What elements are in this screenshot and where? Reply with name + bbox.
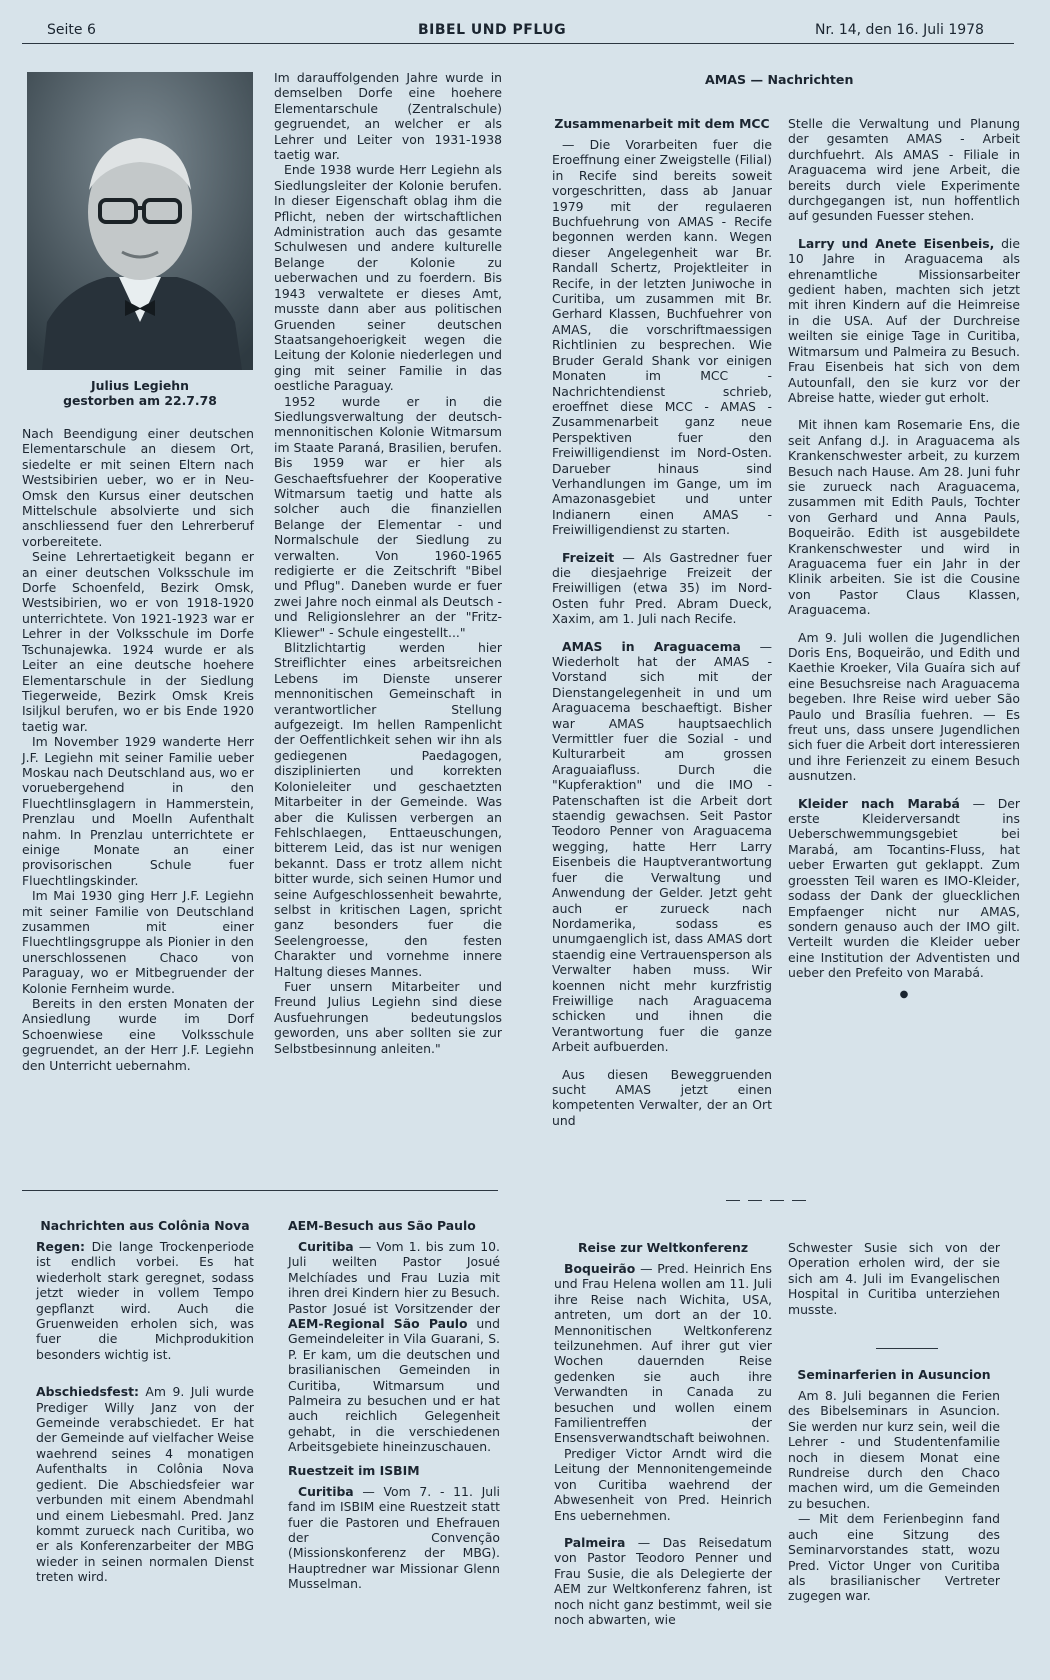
paragraph: Im November 1929 wanderte Herr J.F. Legiehn mit seiner Familie ueber Moskau nach Deutschland aus, wo er voruebergehend in den Fluechtlinsglagern in Hammerstein, Prenzlau und Moelln Aufenthalt nahm. In Prenzlau unterrichtete er einige Monate an einer provisorischen Schule fuer Fluechtlingskinder. [22,734,254,888]
article-lead: Palmeira [564,1534,626,1550]
article-lead: Regen: [36,1239,85,1254]
article-lead: Curitiba [298,1483,354,1499]
amas-section-title: AMAS — Nachrichten [705,72,854,87]
paragraph: Seine Lehrertaetigkeit begann er an einer deutschen Volksschule im Dorfe Schoenfeld, Bezirk Omsk, Westsibirien, wo er von 1918-1920 unterrichtete. Von 1921-1923 war er Lehrer in der Volksschule im Dorfe Tschunajewka. 1924 wurde er als Leiter an eine deutsche hoehere Elementarschule in der Siedlung Tiegerweide, Bezirk Omsk Kreis Isiljkul berufen, wo er bis Ende 1920 taetig war. [22,549,254,734]
article-lead: Boqueirão [564,1261,636,1276]
paragraph: die 10 Jahre in Araguacema als ehrenamtliche Missionsarbeiter gedient haben, machten sich jetzt mit ihren Kindern auf die Heimreise in die USA. Auf der Durchreise weilten sie einige Tage in Curitiba, Witmarsum und Palmeira zu Besuch. Frau Eisenbeis hat sich von dem Autounfall, den sie kurz vor der Abreise hatte, wieder gut erholt. [788,235,1020,405]
paragraph: und Gemeindeleiter in Vila Guarani, S. P. Er kam, um die deutschen und brasilianischen Gemeinden in Curitiba, Witmarsum und Palmeira zu besuchen und er hat auch reichlich Gelegenheit gehabt, in die verschiedenen Arbeitsgebiete hineinzuschauen. [288,1316,500,1455]
article-lead: Larry und Anete Eisenbeis, [798,235,995,251]
paragraph: — Das Reisedatum von Pastor Teodoro Penner und Frau Susie, die als Delegierte der AEM zur Weltkonferenz fahren, ist noch nicht ganz bestimmt, weil sie noch abwarten, wie [554,1534,772,1627]
end-mark-icon: ● [899,988,909,1000]
amas-column-1 [552,116,772,1128]
article-heading: Seminarferien in Ausuncion [797,1367,991,1383]
article-lead: Abschiedsfest: [36,1384,139,1400]
article-heading: Reise zur Weltkonferenz [577,1240,749,1255]
dash-separator [748,1200,762,1201]
colonia-nova-column [36,1218,254,1585]
paragraph: Fuer unsern Mitarbeiter und Freund Julius Legiehn sind diese Ausfuehrungen bedeutungslos geworden, uns aber sollten sie zur Selbstbesinnung anleiten." [274,978,502,1056]
paragraph: Im Mai 1930 ging Herr J.F. Legiehn mit seiner Familie von Deutschland zusammen mit einer Fluechtlingsgruppe als Pionier in den unerschlossenen Chaco von Paraguay, wo er Mitbegruender der Kolonie Fernheim wurde. [22,888,254,996]
photo-caption [27,378,253,408]
article-heading: AEM-Besuch aus São Paulo [288,1218,476,1233]
obituary-column-1 [22,426,254,1073]
paragraph: Am 9. Juli wollen die Jugendlichen Doris Ens, Boqueirão, und Edith und Kaethie Kroeker, Vila Guaíra sich auf eine Besuchsreise nach Araguacema begeben. Ihre Reise wird ueber São Paulo und Brasília fuehren. — Es freut uns, dass unsere Jugendlichen sich fuer die Arbeit dort interessieren und ihre Ferienzeit zu einem Besuch ausnutzen. [788,629,1020,784]
newspaper-title: BIBEL UND PFLUG [418,22,567,38]
paragraph: Die lange Trockenperiode ist endlich vorbei. Es hat wiederholt stark geregnet, sodass jetzt wieder in vollem Tempo gepflanzt wird. Auch die Gruenweiden erholen sich, was fuer die Michprodukition besonders wichtig ist. [36,1239,254,1362]
paragraph: Am 9. Juli wurde Prediger Willy Janz von der Gemeinde verabschiedet. Er hat der Gemeinde auf vielfacher Weise waehrend seines 4 monatigen Aufenthalts in Colônia Nova gedient. Die Abschiedsfeier war verbunden mit einem Abendmahl und einem Liebesmahl. Pred. Janz kommt zurueck nach Curitiba, wo er als Konferenzarbeiter der MBG wieder in seinen normalen Dienst treten wird. [36,1384,254,1585]
organization-name: AEM-Regional São Paulo [288,1316,468,1332]
article-lead: Curitiba [298,1239,354,1254]
section-divider [22,1190,498,1191]
article-lead: Freizeit [562,549,615,565]
paragraph: — Mit dem Ferienbeginn fand auch eine Sitzung des Seminarvorstandes statt, wozu Pred. Victor Unger von Curitiba als brasilianischer Vertreter zugegen war. [788,1511,1000,1604]
weltkonferenz-column [554,1240,772,1627]
paragraph: — Wiederholt hat der AMAS - Vorstand sich mit der Dienstangelegenheit in und um Araguacema beschaeftigt. Bisher war AMAS hauptsaechlich Vermittler fuer die Sozial - und Kulturarbeit am grossen Araguaiafluss. Durch die "Kupferaktion" und die IMO - Patenschaften ist die Arbeit dort staendig gewachsen. Seit Pastor Teodoro Penner von Araguacema wegging, hatte Herr Larry Eisenbeis die Hauptverantwortung fuer die Verwaltung und Anwendung der Gelder. Jetzt geht auch er zurueck nach Nordamerika, sodass es unumgaenglich ist, dass AMAS dort staendig eine Vertrauensperson als Verwalter haben muss. Wir koennen nicht mehr kurzfristig Freiwillige nach Araguacema schicken und ihnen die Verantwortung fuer die ganze Arbeit aufbuerden. [552,638,772,1055]
paragraph: — Vom 1. bis zum 10. Juli weilten Pastor Josué Melchíades und Frau Luzia mit ihren drei Kindern hier zu Besuch. Pastor Josué ist Vorsitzender der [288,1239,500,1316]
paragraph: — Die Vorarbeiten fuer die Eroeffnung einer Zweigstelle (Filial) in Recife sind bereits soweit vorgeschritten, dass ab Januar 1979 mit der regulaeren Buchfuehrung von AMAS - Recife begonnen werden kann. Wegen dieser Angelegenheit war Br. Randall Schertz, Projektleiter in Recife, in der letzten Juniwoche in Curitiba, um zusammen mit Br. Gerhard Klassen, Buchfuehrer von AMAS, die vorschriftmaessigen Richtlinien zu besprechen. Wie Bruder Gerald Shank vor einigen Monaten im MCC - Nachrichtendienst schrieb, eroeffnet diese MCC - AMAS - Zusammenarbeit ganz neue Perspektiven fuer den Freiwilligendienst im Nord-Osten. Darueber hinaus sind Verhandlungen im Gange, um im Amazonasgebiet und unter Indianern einen AMAS - Freiwilligendienst zu starten. [552,137,772,538]
caption-date: gestorben am 22.7.78 [63,393,217,408]
dash-separator [770,1200,784,1201]
paragraph: Am 8. Juli begannen die Ferien des Bibelseminars in Asuncion. Sie werden nur kurz sein, weil die Lehrer - und Studentenfamilie noch in diesem Monat eine Rundreise durch den Chaco machen wird, um die Gemeinden zu besuchen. [788,1388,1000,1511]
paragraph: — Der erste Kleiderversandt ins Ueberschwemmungsgebiet bei Marabá, am Tocantins-Fluss, hat ueber Erwarten gut geklappt. Zum groessten Teil waren es IMO-Kleider, sodass der Dank der gluecklichen Empfaenger nicht nur AMAS, sondern genauso auch der IMO gilt. Verteilt wurden die Kleider ueber eine Institution der Adventisten und ueber den Prefeito von Marabá. [788,795,1020,981]
paragraph: Aus diesen Beweggruenden sucht AMAS jetzt einen kompetenten Verwalter, der an Ort und [552,1066,772,1128]
article-heading: Nachrichten aus Colônia Nova [40,1218,250,1233]
paragraph: Ende 1938 wurde Herr Legiehn als Siedlungsleiter der Kolonie berufen. In dieser Eigenschaft oblag ihm die Pflicht, neben der wirtschaftlichen Administration auch das gesamte Schulwesen und andere kulturelle Belange der Kolonie zu ueberwachen und zu foerdern. Bis 1943 verwaltete er dieses Amt, musste dann aber aus politischen Gruenden seiner deutschen Staatsangehoerigkeit wegen die Leitung der Kolonie niederlegen und ging mit seiner Familie in das oestliche Paraguay. [274,162,502,394]
aem-column [288,1218,500,1592]
article-lead: AMAS in Araguacema [562,638,741,654]
paragraph: Prediger Victor Arndt wird die Leitung der Mennonitengemeinde von Curitiba waehrend der Abwesenheit von Pred. Heinrich Ens uebernehmen. [554,1445,772,1523]
paragraph: — Vom 7. - 11. Juli fand im ISBIM eine Ruestzeit statt fuer die Pastoren und Ehefrauen der Convenção (Missionskonferenz der MBG). Hauptredner war Missionar Glenn Musselman. [288,1483,500,1592]
caption-name: Julius Legiehn [91,378,189,393]
paragraph: Im darauffolgenden Jahre wurde in demselben Dorfe eine hoehere Elementarschule (Zentralschule) gegruendet, an welcher er als Lehrer und Leiter von 1931-1938 taetig war. [274,70,502,163]
paragraph: 1952 wurde er in die Siedlungsverwaltung der deutsch-mennonitischen Kolonie Witmarsum im Staate Paraná, Brasilien, berufen. Bis 1959 war er hier als Geschaeftsfuehrer der Kooperative Witmarsum taetig und hatte als solcher auch die finanziellen Belange der Elementar - und Normalschule der Siedlung zu verwalten. Von 1960-1965 redigierte er die Zeitschrift "Bibel und Pflug". Daneben wurde er fuer zwei Jahre noch einmal als Deutsch - und Religionslehrer an der "Fritz-Kliewer" - Schule eingestellt..." [274,393,502,640]
paragraph: Stelle die Verwaltung und Planung der gesamten AMAS - Arbeit durchfuehrt. Als AMAS - Filiale in Araguacema wird jene Arbeit, die bereits durch viele Experimente durchgegangen ist, nun hoffentlich auf gesunden Fuesser stehen. [788,116,1020,224]
issue-date: Nr. 14, den 16. Juli 1978 [815,22,984,38]
paragraph: Nach Beendigung einer deutschen Elementarschule an diesem Ort, siedelte er mit seinen Eltern nach Westsibirien ueber, wo er in Neu-Omsk den Kursus einer deutschen Mittelschule absolvierte und sich anschliessend fuer den Lehrerberuf vorbereitete. [22,426,254,549]
page-number: Seite 6 [47,22,96,38]
dash-separator [792,1200,806,1201]
paragraph: — Pred. Heinrich Ens und Frau Helena wollen am 11. Juli ihre Reise nach Wichita, USA, antreten, um dort an der 10. Mennonitischen Weltkonferenz teilzunehmen. Auf ihrer gut vier Wochen dauernden Reise gedenken sie auch ihre Verwandten in Canada zu besuchen und wollen einem Familientreffen der Ensensverwandtschaft beiwohnen. [554,1261,772,1446]
header-rule [22,43,1014,44]
paragraph: Blitzlichtartig werden hier Streiflichter eines arbeitsreichen Lebens im Dienste unserer mennonitischen Gemeinschaft in verantwortlicher Stellung aufgezeigt. Im hellen Rampenlicht der Oeffentlichkeit sehen wir ihn als gediegenen Paedagogen, disziplinierten und korrekten Kolonieleiter und geschaetzten Mitarbeiter in der Gemeinde. Was aber die Kulissen verbergen an Fehlschlaegen, Enttaeuschungen, bitterem Leid, das ist nur wenigen bekannt. Dass er trotz allem nicht bitter wurde, sich seinen Humor und seine Aufgeschlossenheit bewahrte, selbst in kritischen Lagen, spricht ganz besonders fuer die Seelengroesse, den festen Charakter und vornehme innere Haltung dieses Mannes. [274,640,502,979]
obituary-column-2 [274,70,502,1056]
article-heading: Zusammenarbeit mit dem MCC [554,116,770,131]
article-lead: Kleider nach Marabá [798,795,960,811]
article-heading: Ruestzeit im ISBIM [288,1462,420,1478]
paragraph: Mit ihnen kam Rosemarie Ens, die seit Anfang d.J. in Araguacema als Krankenschwester arbeit, zu kurzem Besuch nach Hause. Am 28. Juni fuhr sie zurueck nach Araguacema, zusammen mit Edith Pauls, Tochter von Gerhard und Anna Pauls, Boqueirão. Edith ist ausgebildete Krankenschwester und wird in Araguacema fuer ein Jahr in der Klinik arbeiten. Sie ist die Cousine von Pastor Claus Klassen, Araguacema. [788,417,1020,618]
paragraph: Bereits in den ersten Monaten der Ansiedlung wurde im Dorf Schoenwiese eine Volksschule gegruendet, an der Herr J.F. Legiehn den Unterricht uebernahm. [22,996,254,1073]
paragraph: — Als Gastredner fuer die diesjaehrige Freizeit der Freiwilligen (etwa 35) im Nord-Osten fuhr Pred. Abram Dueck, Xaxim, am 1. Juli nach Recife. [552,549,772,627]
amas-column-2 [788,116,1020,1002]
seminar-column [788,1240,1000,1604]
portrait-photo [27,72,253,370]
paragraph: Schwester Susie sich von der Operation erholen wird, der sie sich am 4. Juli im Evangelischen Hospital in Curitiba unterziehen musste. [788,1240,1000,1317]
dash-separator [726,1200,740,1201]
